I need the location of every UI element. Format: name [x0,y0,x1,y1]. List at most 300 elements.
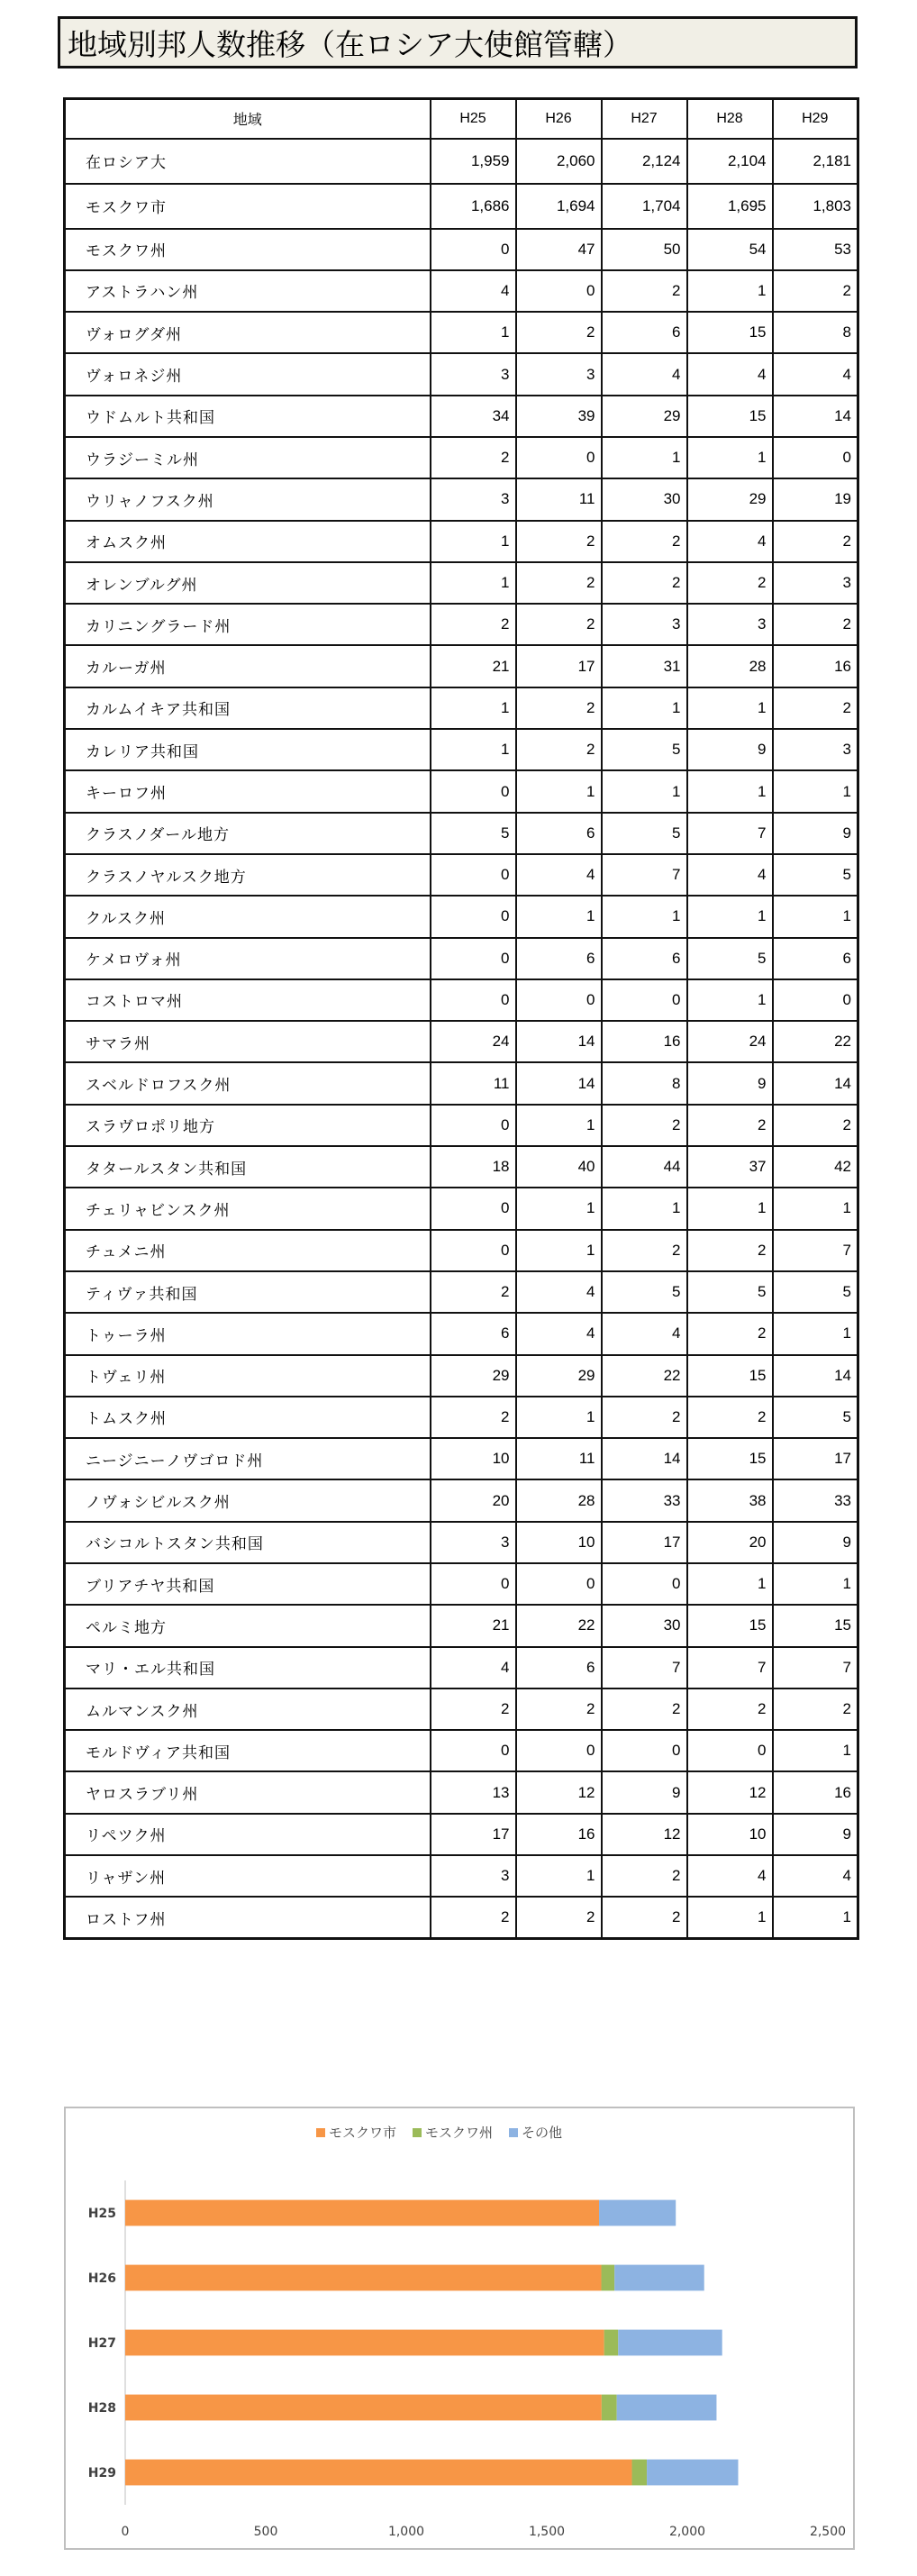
count-cell: 0 [602,979,687,1021]
count-cell: 2,124 [602,139,687,184]
count-cell: 2 [516,521,602,562]
count-cell: 2 [516,562,602,604]
count-cell: 15 [687,1605,773,1646]
count-cell: 1 [773,896,858,937]
count-cell: 39 [516,396,602,437]
x-tick-label: 1,000 [387,2525,425,2539]
count-cell: 6 [516,938,602,979]
count-cell: 0 [773,979,858,1021]
count-cell: 2 [602,1397,687,1438]
count-cell: 15 [687,312,773,353]
count-cell: 2 [602,521,687,562]
count-cell: 17 [516,645,602,687]
table-row [65,1605,858,1646]
region-name-cell: トゥーラ州 [65,1313,431,1354]
count-cell: 1 [431,729,516,770]
count-cell: 2 [431,1689,516,1730]
count-cell: 15 [687,1438,773,1479]
legend-label: モスクワ州 [425,2125,494,2141]
table-row [65,1230,858,1271]
region-name-cell: カリニングラード州 [65,604,431,645]
count-cell: 1 [516,1230,602,1271]
region-name-cell: ブリアチヤ共和国 [65,1563,431,1605]
table-row [65,521,858,562]
count-cell: 3 [431,353,516,395]
legend-label: モスクワ市 [329,2125,397,2141]
count-cell: 9 [773,1814,858,1855]
count-cell: 7 [687,813,773,854]
region-name-cell: モスクワ州 [65,229,431,270]
count-cell: 4 [687,353,773,395]
count-cell: 1 [687,1188,773,1229]
count-cell: 12 [516,1771,602,1813]
count-cell: 21 [431,1605,516,1646]
count-cell: 1 [602,687,687,729]
x-tick-label: 2,500 [809,2525,847,2539]
count-cell: 0 [516,1730,602,1771]
count-cell: 1 [773,770,858,812]
count-cell: 0 [431,854,516,896]
count-cell: 1,959 [431,139,516,184]
count-cell: 2 [687,1397,773,1438]
legend-item [413,2125,493,2141]
count-cell: 53 [773,229,858,270]
count-cell: 37 [687,1146,773,1188]
region-name-cell: マリ・エル共和国 [65,1647,431,1689]
legend-swatch [413,2128,422,2137]
count-cell: 0 [431,1730,516,1771]
bar-segment [125,2265,602,2291]
region-name-cell: ウリャノフスク州 [65,478,431,520]
region-name-cell: ノヴォシビルスク州 [65,1479,431,1521]
count-cell: 22 [773,1021,858,1062]
count-cell: 14 [773,1355,858,1397]
count-cell: 5 [773,854,858,896]
count-cell: 5 [773,1271,858,1313]
region-name-cell: コストロマ州 [65,979,431,1021]
region-name-cell: ムルマンスク州 [65,1689,431,1730]
legend-item [316,2125,396,2141]
y-category-label: H29 [87,2466,116,2480]
x-tick-label: 500 [253,2525,278,2539]
count-cell: 16 [773,1771,858,1813]
count-cell: 8 [602,1062,687,1104]
count-cell: 2,181 [773,139,858,184]
count-cell: 14 [516,1021,602,1062]
count-cell: 0 [516,979,602,1021]
count-cell: 1 [687,270,773,312]
bar-segment [125,2200,599,2226]
count-cell: 4 [516,854,602,896]
count-cell: 1 [516,1397,602,1438]
region-name-cell: オムスク州 [65,521,431,562]
count-cell: 8 [773,312,858,353]
count-cell: 2,104 [687,139,773,184]
stacked-bar-chart [64,2107,855,2550]
bar-segment [125,2395,602,2421]
table-row [65,1397,858,1438]
count-cell: 15 [773,1605,858,1646]
region-name-cell: チュメニ州 [65,1230,431,1271]
region-name-cell: キーロフ州 [65,770,431,812]
count-cell: 6 [516,813,602,854]
region-name-cell: モルドヴィア共和国 [65,1730,431,1771]
count-cell: 11 [516,478,602,520]
count-cell: 1 [773,1730,858,1771]
column-header-h25: H25 [431,99,516,139]
region-name-cell: カルムイキア共和国 [65,687,431,729]
table-row [65,1313,858,1354]
count-cell: 9 [687,1062,773,1104]
y-category-label: H25 [87,2207,116,2221]
count-cell: 14 [602,1438,687,1479]
region-name-cell: スベルドロフスク州 [65,1062,431,1104]
region-name-cell: ケメロヴォ州 [65,938,431,979]
region-name-cell: ヴォロネジ州 [65,353,431,395]
count-cell: 4 [516,1313,602,1354]
count-cell: 0 [431,1188,516,1229]
count-cell: 2 [602,270,687,312]
count-cell: 21 [431,645,516,687]
region-name-cell: アストラハン州 [65,270,431,312]
page-title: 地域別邦人数推移（在ロシア大使館管轄） [58,16,858,68]
bar-segment [125,2330,604,2356]
count-cell: 5 [687,1271,773,1313]
count-cell: 42 [773,1146,858,1188]
count-cell: 14 [773,396,858,437]
count-cell: 1 [687,1563,773,1605]
table-row [65,184,858,229]
count-cell: 1 [687,896,773,937]
table-row [65,1271,858,1313]
table-row [65,1522,858,1563]
bar-segment [604,2330,619,2356]
column-header-h26: H26 [516,99,602,139]
legend-swatch [316,2128,325,2137]
table-header-row [65,99,858,139]
count-cell: 2 [602,1897,687,1938]
region-name-cell: ティヴァ共和国 [65,1271,431,1313]
count-cell: 1 [602,770,687,812]
region-name-cell: タタールスタン共和国 [65,1146,431,1188]
count-cell: 5 [431,813,516,854]
count-cell: 6 [773,938,858,979]
count-cell: 1 [687,1897,773,1938]
count-cell: 1 [602,437,687,478]
count-cell: 17 [431,1814,516,1855]
count-cell: 6 [602,938,687,979]
count-cell: 34 [431,396,516,437]
bar-segment [632,2460,648,2486]
count-cell: 0 [602,1563,687,1605]
count-cell: 1 [602,896,687,937]
count-cell: 2 [687,1313,773,1354]
bar-segment [599,2200,676,2226]
count-cell: 1 [516,1188,602,1229]
count-cell: 1,694 [516,184,602,229]
count-cell: 3 [431,1522,516,1563]
column-header-region: 地域 [65,99,431,139]
table-row [65,478,858,520]
table-row [65,1146,858,1188]
count-cell: 2 [431,1897,516,1938]
count-cell: 0 [431,896,516,937]
count-cell: 38 [687,1479,773,1521]
count-cell: 2 [431,1397,516,1438]
count-cell: 2 [773,687,858,729]
count-cell: 2 [431,437,516,478]
count-cell: 2 [516,1689,602,1730]
table-row [65,1897,858,1938]
count-cell: 5 [773,1397,858,1438]
table-row [65,896,858,937]
bar-segment [617,2395,717,2421]
table-row [65,1438,858,1479]
count-cell: 1 [602,1188,687,1229]
count-cell: 0 [516,1563,602,1605]
table-row [65,604,858,645]
table-row [65,770,858,812]
region-name-cell: バシコルトスタン共和国 [65,1522,431,1563]
y-category-label: H26 [87,2271,116,2286]
legend-label: その他 [522,2125,563,2141]
count-cell: 29 [687,478,773,520]
table-row [65,729,858,770]
count-cell: 3 [602,604,687,645]
count-cell: 10 [687,1814,773,1855]
count-cell: 0 [516,270,602,312]
count-cell: 9 [773,1522,858,1563]
count-cell: 4 [687,1855,773,1897]
count-cell: 17 [773,1438,858,1479]
count-cell: 2 [687,1105,773,1146]
count-cell: 18 [431,1146,516,1188]
bar-segment [125,2460,632,2486]
table-row [65,1188,858,1229]
region-name-cell: サマラ州 [65,1021,431,1062]
region-name-cell: ウドムルト共和国 [65,396,431,437]
count-cell: 2 [773,521,858,562]
column-header-h29: H29 [773,99,858,139]
column-header-h28: H28 [687,99,773,139]
count-cell: 40 [516,1146,602,1188]
table-row [65,270,858,312]
table-row [65,979,858,1021]
count-cell: 19 [773,478,858,520]
table-row [65,645,858,687]
count-cell: 16 [773,645,858,687]
region-name-cell: クラスノヤルスク地方 [65,854,431,896]
count-cell: 0 [431,229,516,270]
bar-segment [602,2265,615,2291]
region-name-cell: チェリャビンスク州 [65,1188,431,1229]
count-cell: 2 [687,1230,773,1271]
count-cell: 1 [687,687,773,729]
count-cell: 17 [602,1522,687,1563]
count-cell: 12 [602,1814,687,1855]
count-cell: 2 [602,1230,687,1271]
count-cell: 1 [516,770,602,812]
count-cell: 2 [773,1689,858,1730]
count-cell: 4 [602,1313,687,1354]
bar-segment [602,2395,617,2421]
count-cell: 16 [602,1021,687,1062]
region-name-cell: ペルミ地方 [65,1605,431,1646]
count-cell: 4 [602,353,687,395]
count-cell: 22 [516,1605,602,1646]
count-cell: 4 [773,1855,858,1897]
count-cell: 1 [516,1855,602,1897]
count-cell: 7 [773,1230,858,1271]
bar-segment [618,2330,722,2356]
count-cell: 33 [602,1479,687,1521]
region-name-cell: ヴォログダ州 [65,312,431,353]
count-cell: 1 [773,1188,858,1229]
table-row [65,229,858,270]
count-cell: 3 [431,1855,516,1897]
count-cell: 0 [773,437,858,478]
count-cell: 3 [773,562,858,604]
population-table [63,97,859,1940]
count-cell: 2 [516,1897,602,1938]
count-cell: 7 [687,1647,773,1689]
count-cell: 2,060 [516,139,602,184]
count-cell: 2 [687,1689,773,1730]
table-row [65,1062,858,1104]
region-name-cell: カルーガ州 [65,645,431,687]
count-cell: 0 [431,1230,516,1271]
region-name-cell: リャザン州 [65,1855,431,1897]
count-cell: 30 [602,478,687,520]
y-category-label: H28 [87,2401,116,2416]
count-cell: 9 [773,813,858,854]
count-cell: 31 [602,645,687,687]
count-cell: 3 [431,478,516,520]
bar-segment [647,2460,738,2486]
count-cell: 33 [773,1479,858,1521]
x-tick-label: 2,000 [668,2525,706,2539]
count-cell: 2 [602,1105,687,1146]
table-row [65,1647,858,1689]
count-cell: 1 [431,521,516,562]
count-cell: 4 [431,270,516,312]
count-cell: 50 [602,229,687,270]
count-cell: 2 [516,604,602,645]
count-cell: 1 [687,437,773,478]
count-cell: 1 [687,979,773,1021]
table-row [65,1563,858,1605]
count-cell: 9 [602,1771,687,1813]
count-cell: 1 [516,1105,602,1146]
count-cell: 54 [687,229,773,270]
count-cell: 1 [773,1563,858,1605]
bar-segment [614,2265,704,2291]
count-cell: 14 [516,1062,602,1104]
count-cell: 9 [687,729,773,770]
table-row [65,938,858,979]
table-row [65,139,858,184]
count-cell: 1 [773,1313,858,1354]
count-cell: 0 [687,1730,773,1771]
count-cell: 6 [602,312,687,353]
table-row [65,854,858,896]
count-cell: 2 [773,270,858,312]
y-category-label: H27 [87,2336,116,2351]
count-cell: 1 [431,687,516,729]
count-cell: 1 [431,562,516,604]
count-cell: 0 [431,979,516,1021]
region-name-cell: スラヴロポリ地方 [65,1105,431,1146]
count-cell: 15 [687,396,773,437]
table-row [65,396,858,437]
region-name-cell: ウラジーミル州 [65,437,431,478]
count-cell: 2 [687,562,773,604]
count-cell: 2 [516,729,602,770]
count-cell: 5 [602,1271,687,1313]
count-cell: 0 [602,1730,687,1771]
count-cell: 4 [773,353,858,395]
count-cell: 0 [431,938,516,979]
count-cell: 1,686 [431,184,516,229]
count-cell: 2 [431,1271,516,1313]
count-cell: 4 [516,1271,602,1313]
legend-swatch [509,2128,518,2137]
count-cell: 2 [516,687,602,729]
count-cell: 3 [516,353,602,395]
region-name-cell: リペツク州 [65,1814,431,1855]
count-cell: 11 [516,1438,602,1479]
count-cell: 29 [602,396,687,437]
table-row [65,312,858,353]
count-cell: 4 [431,1647,516,1689]
count-cell: 28 [687,645,773,687]
table-row [65,1689,858,1730]
table-body [65,139,858,1939]
table-row [65,562,858,604]
count-cell: 2 [602,562,687,604]
table-row [65,1479,858,1521]
count-cell: 47 [516,229,602,270]
count-cell: 2 [516,312,602,353]
count-cell: 7 [602,1647,687,1689]
table-row [65,1105,858,1146]
region-name-cell: オレンブルグ州 [65,562,431,604]
count-cell: 44 [602,1146,687,1188]
count-cell: 7 [602,854,687,896]
count-cell: 24 [687,1021,773,1062]
count-cell: 1 [687,770,773,812]
count-cell: 20 [431,1479,516,1521]
count-cell: 6 [516,1647,602,1689]
count-cell: 2 [773,1105,858,1146]
chart-canvas [66,2108,853,2548]
count-cell: 3 [773,729,858,770]
count-cell: 0 [516,437,602,478]
count-cell: 2 [602,1855,687,1897]
table-row [65,1355,858,1397]
region-name-cell: ロストフ州 [65,1897,431,1938]
count-cell: 24 [431,1021,516,1062]
region-name-cell: トムスク州 [65,1397,431,1438]
table-row [65,437,858,478]
count-cell: 10 [516,1522,602,1563]
count-cell: 5 [687,938,773,979]
count-cell: 11 [431,1062,516,1104]
count-cell: 1,695 [687,184,773,229]
count-cell: 4 [687,854,773,896]
count-cell: 16 [516,1814,602,1855]
table-row [65,813,858,854]
